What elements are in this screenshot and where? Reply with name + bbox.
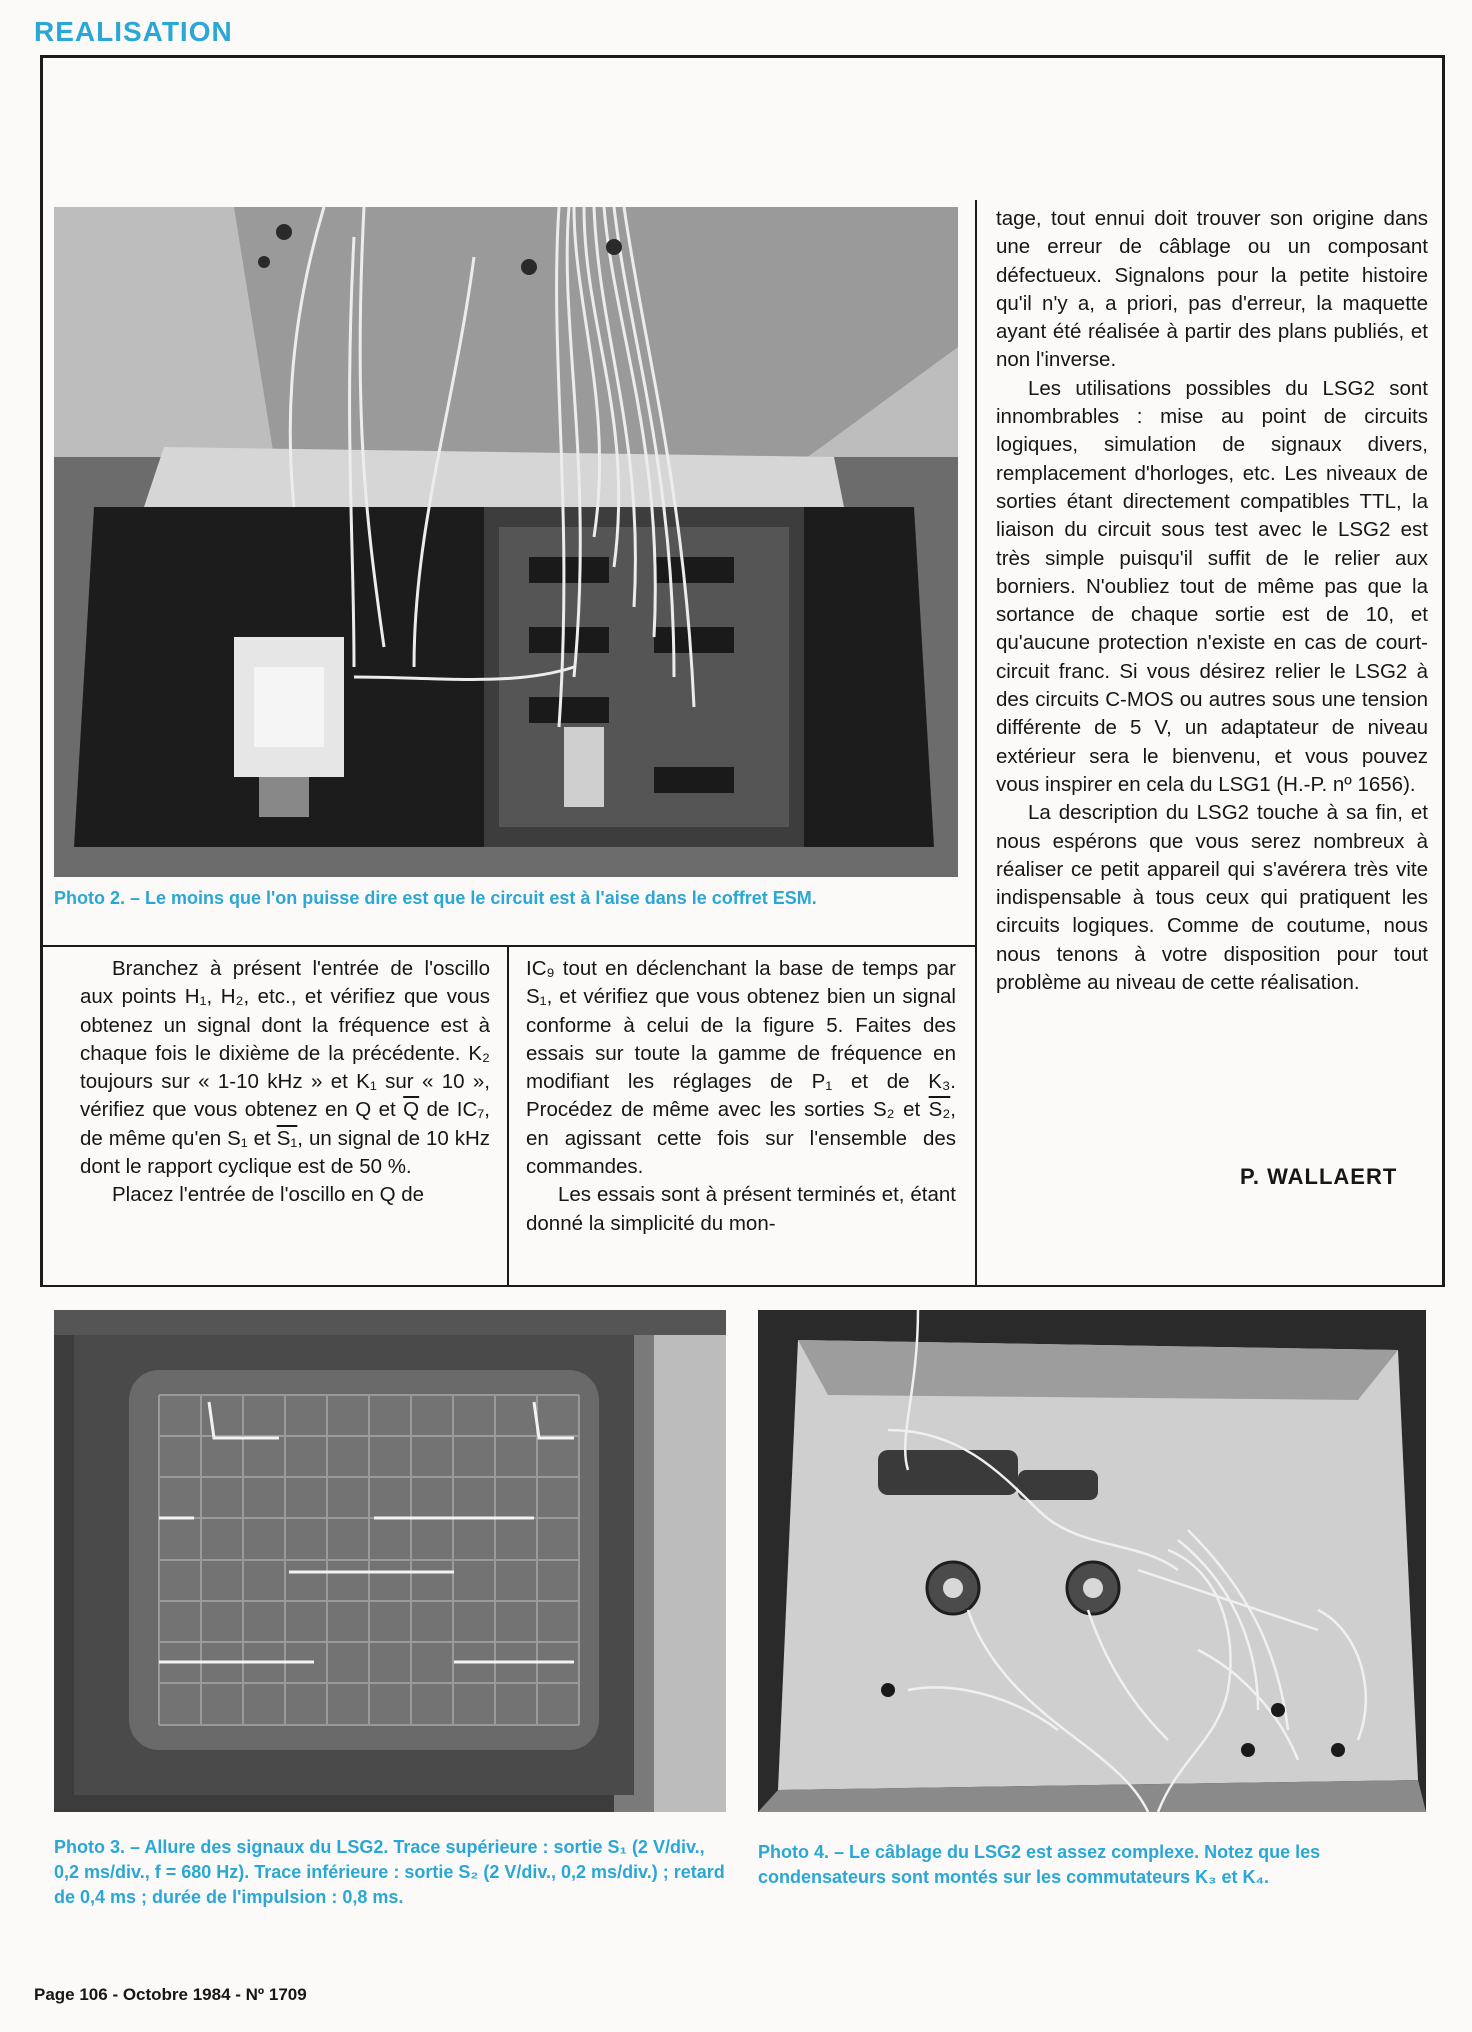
frame-bottom-line xyxy=(40,1285,1445,1287)
text-run: Branchez à présent l'entrée de l'oscillo aux points H₁, H₂, etc., et vérifiez que vous obtenez un signal dont la fréquence est à chaque fois le dixième de la précédente. K₂ toujours sur « 1-10 kHz » et K₁ sur « 10 », vérifiez que vous obtenez en Q et xyxy=(80,957,490,1122)
text-column-left xyxy=(80,955,490,1210)
paragraph: tage, tout ennui doit trouver son origine dans une erreur de câblage ou un composant défectueux. Signalons pour la petite histoire qu'il n'y a, a priori, pas d'erreur, la maquette ayant été réalisée à partir des plans publiés, et non l'inverse. xyxy=(996,207,1428,372)
column-divider-mid xyxy=(975,200,977,1287)
page-footer: Page 106 - Octobre 1984 - Nº 1709 xyxy=(34,1985,307,2004)
paragraph xyxy=(80,955,490,1181)
photo-4 xyxy=(758,1310,1426,1812)
paragraph: Placez l'entrée de l'oscillo en Q de xyxy=(112,1183,425,1207)
text-run: IC₉ tout en déclenchant la base de temps par S₁, et vérifiez que vous obtenez bien un signal conforme à celui de la figure 5. Faites des essais sur toute la gamme de fréquence en modifiant les réglages de P₁ et de K₃. Procédez de même avec les sorties S₂ et xyxy=(526,957,956,1122)
photo-2 xyxy=(54,207,958,877)
q-bar-text: $\overline{Q}$ xyxy=(403,1098,420,1122)
photo-2-caption: Photo 2. – Le moins que l'on puisse dire est que le circuit est à l'aise dans le coffret ESM. xyxy=(54,888,817,908)
photo-3-caption: Photo 3. – Allure des signaux du LSG2. Trace supérieure : sortie S₁ (2 V/div., 0,2 ms/div., f = 680 Hz). Trace inférieure : sortie S₂ (2 V/div., 0,2 ms/div.) ; retard de 0,4 ms ; durée de l'impulsion : 0,8 ms. xyxy=(54,1837,725,1907)
paragraph: Les essais sont à présent terminés et, étant donné la simplicité du mon- xyxy=(526,1183,956,1235)
column-divider-left xyxy=(507,947,509,1287)
paragraph: Les utilisations possibles du LSG2 sont innombrables : mise au point de circuits logiques, simulation de signaux divers, remplacement d'horloges, etc. Les niveaux de sorties étant directement compatibles TTL, la liaison du circuit sous test avec le LSG2 est très simple puisqu'il suffit de le relier aux borniers. N'oubliez tout de même pas que la sortance de chaque sortie est de 10, et qu'aucune protection n'existe en cas de court-circuit franc. Si vous désirez relier le LSG2 à des circuits C-MOS ou autres sous une tension différente de 5 V, un adaptateur de niveau extérieur sera le bienvenu, et vous pouvez vous inspirer en cela du LSG1 (H.-P. nº 1656). xyxy=(996,376,1428,796)
text-run: , en agissant cette fois sur l'ensemble des commandes. xyxy=(526,1098,956,1179)
s2-bar-text: S₂ xyxy=(928,1098,951,1122)
s1-bar-text: S₁ xyxy=(276,1126,298,1150)
paragraph: La description du LSG2 touche à sa fin, et nous espérons que vous serez nombreux à réaliser ce petit appareil qui s'avérera très vite indispensable à tous ceux qui pratiquent les circuits logiques. Comme de coutume, nous nous tenons à votre disposition pour tout problème au niveau de cette réalisation. xyxy=(996,801,1428,995)
frame-left-line xyxy=(40,55,43,1287)
photo-3 xyxy=(54,1310,726,1812)
author-signature: P. WALLAERT xyxy=(1240,1164,1398,1189)
paragraph xyxy=(526,955,956,1181)
frame-top-line xyxy=(40,55,1445,58)
text-run: , un signal de 10 kHz dont le rapport cyclique est de 50 %. xyxy=(80,1126,490,1179)
text-column-right xyxy=(996,205,1428,997)
text-run: de IC₇, de même qu'en S₁ et xyxy=(80,1098,491,1150)
section-header: REALISATION xyxy=(34,16,233,47)
text-column-middle xyxy=(526,955,956,1238)
frame-right-line xyxy=(1442,55,1445,1287)
photo-4-caption: Photo 4. – Le câblage du LSG2 est assez complexe. Notez que les condensateurs sont montés sur les commutateurs K₃ et K₄. xyxy=(758,1842,1321,1887)
